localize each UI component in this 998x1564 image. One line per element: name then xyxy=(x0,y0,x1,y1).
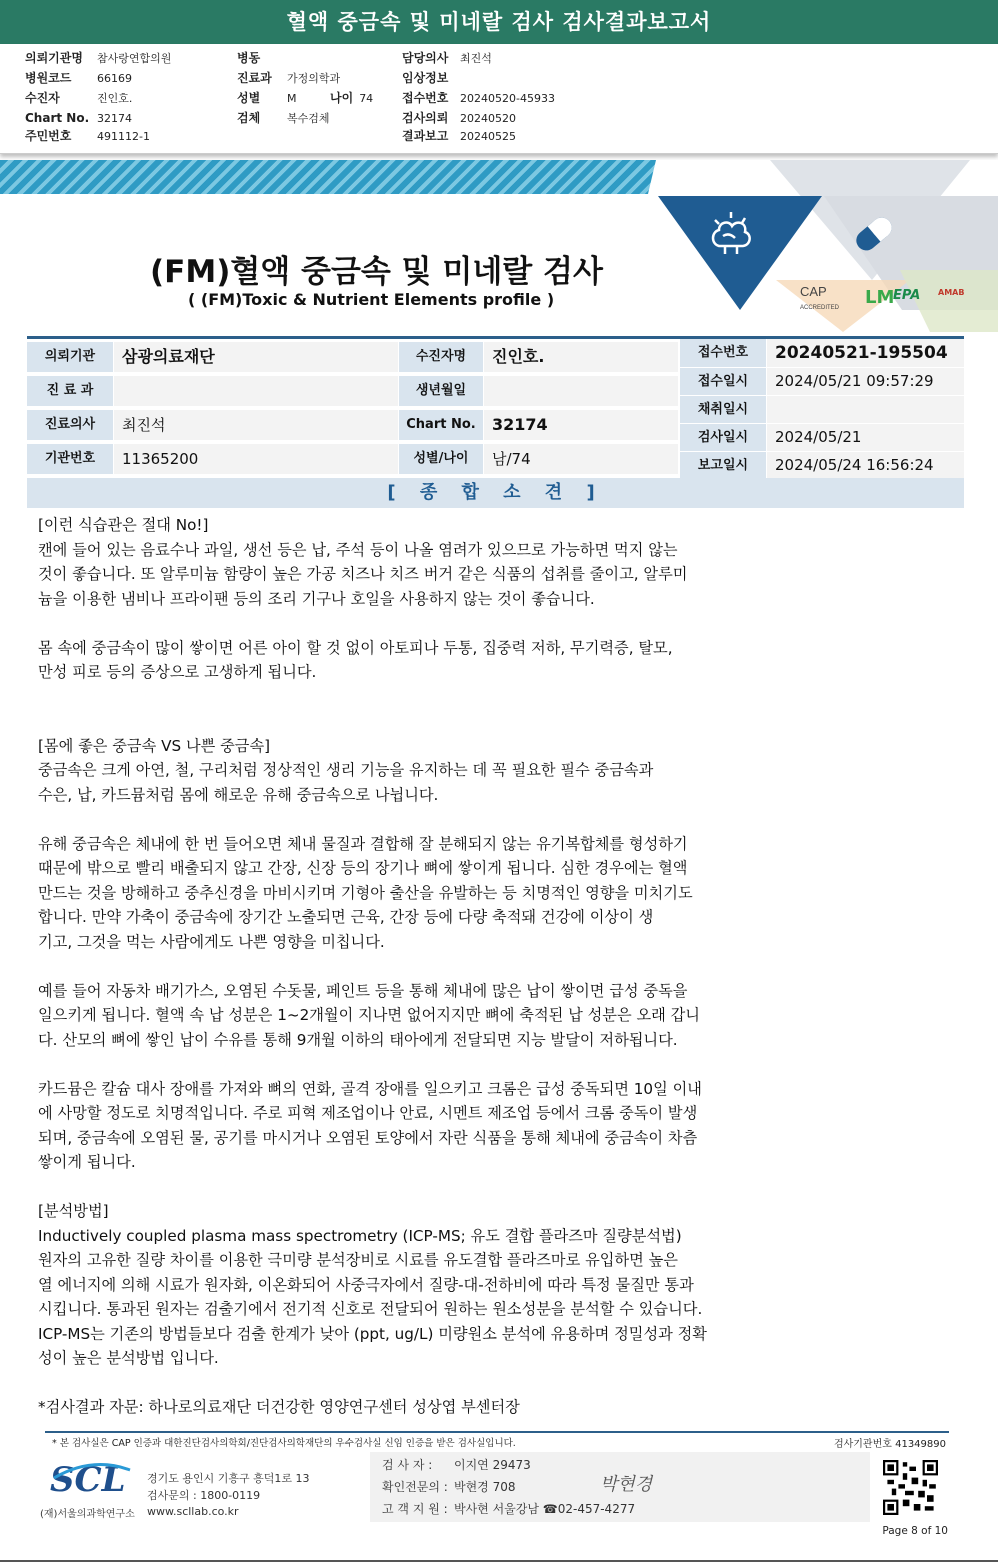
staff-key: 확인전문의 : xyxy=(382,1480,448,1494)
info-label: 진 료 과 xyxy=(27,376,113,406)
amab-logo: AMAB xyxy=(938,288,965,297)
capsule-icon xyxy=(848,208,900,260)
pb-row xyxy=(237,89,373,108)
pb-row xyxy=(25,49,171,68)
pb-key: Chart No. xyxy=(25,111,90,125)
pb-value: 66169 xyxy=(97,72,132,85)
info-label: Chart No. xyxy=(399,410,483,440)
pb-value: 20240520 xyxy=(460,112,516,125)
epa-logo: EPA xyxy=(893,288,921,303)
pb-key: 의뢰기관명 xyxy=(25,51,83,65)
pb-value: 가정의학과 xyxy=(287,72,341,85)
pb-key: 병원코드 xyxy=(25,71,72,85)
footer-divider xyxy=(45,1431,949,1433)
patient-summary xyxy=(0,44,998,154)
info-value: 2024/05/21 xyxy=(767,424,964,451)
test-subtitle: ( (FM)Toxic & Nutrient Elements profile ) xyxy=(188,290,555,309)
pb-row xyxy=(402,49,492,68)
test-title: (FM)혈액 중금속 및 미네랄 검사 xyxy=(150,254,603,290)
info-value xyxy=(114,376,398,406)
test-banner xyxy=(0,160,998,332)
info-value: 진인호. xyxy=(484,342,678,372)
signature: 박현경 xyxy=(600,1474,653,1495)
info-value: 남/74 xyxy=(484,444,678,474)
staff-key: 검 사 자 : xyxy=(382,1458,433,1472)
info-value: 20240521-195504 xyxy=(767,339,964,367)
pb-value: 복수검체 xyxy=(287,112,330,125)
info-label: 수진자명 xyxy=(399,342,483,372)
info-label: 진료의사 xyxy=(27,410,113,440)
pb-value: M xyxy=(287,92,297,105)
info-value: 최진석 xyxy=(114,410,398,440)
cap-logo-sub: ACCREDITED xyxy=(800,305,840,311)
pb-value: 74 xyxy=(359,92,374,105)
info-label: 생년월일 xyxy=(399,376,483,406)
info-label: 기관번호 xyxy=(27,444,113,474)
pb-key: 주민번호 xyxy=(25,129,72,143)
address: 경기도 용인시 기흥구 흥덕1로 13 xyxy=(147,1472,310,1485)
report-title: 혈액 중금속 및 미네랄 검사 검사결과보고서 xyxy=(0,0,998,44)
info-value: 11365200 xyxy=(114,444,398,474)
staff-row xyxy=(382,1500,635,1517)
info-label: 성별/나이 xyxy=(399,444,483,474)
pb-key: 검체 xyxy=(237,111,261,125)
bottom-divider xyxy=(0,1560,998,1562)
pb-key: 나이 xyxy=(330,91,354,105)
inquiry-phone: 검사문의 : 1800-0119 xyxy=(147,1489,261,1502)
info-value xyxy=(767,396,964,423)
staff-row xyxy=(382,1456,531,1473)
pb-key: 담당의사 xyxy=(402,51,449,65)
pb-key: 임상정보 xyxy=(402,71,449,85)
info-value xyxy=(484,376,678,406)
pb-key: 진료과 xyxy=(237,71,272,85)
pb-value: 최진석 xyxy=(460,52,492,65)
section-title: [ 종 합 소 견 ] xyxy=(27,478,964,508)
pb-row xyxy=(402,69,460,88)
pb-value: 20240520-45933 xyxy=(460,92,555,105)
info-label: 접수일시 xyxy=(680,368,766,395)
pb-value: 20240525 xyxy=(460,130,516,143)
lab-number: 검사기관번호 41349890 xyxy=(833,1439,946,1450)
staff-value: 박현경 708 xyxy=(454,1480,516,1494)
scl-institute: (재)서울의과학연구소 xyxy=(40,1509,135,1520)
lm-logo: LM xyxy=(865,287,895,308)
pb-row xyxy=(237,69,340,88)
pb-row xyxy=(402,109,516,128)
pb-key: 성별 xyxy=(237,91,261,105)
info-label: 채취일시 xyxy=(680,396,766,423)
info-label: 접수번호 xyxy=(680,339,766,367)
pb-key: 검사의뢰 xyxy=(402,111,449,125)
info-value: 삼광의료재단 xyxy=(114,342,398,372)
pb-row xyxy=(25,69,132,88)
staff-value: 박사현 서울강남 ☎02-457-4277 xyxy=(454,1502,636,1516)
cap-logo-text: CAP xyxy=(800,284,827,299)
certification-note: * 본 검사실은 CAP 인증과 대한진단검사의학회/진단검사의학재단의 우수검사실 신임 인증을 받은 검사실입니다. xyxy=(52,1438,516,1449)
pb-row xyxy=(237,49,287,68)
pb-key: 결과보고 xyxy=(402,129,449,143)
pb-row xyxy=(25,127,150,146)
info-label: 의뢰기관 xyxy=(27,342,113,372)
info-table xyxy=(27,336,964,476)
cap-logo xyxy=(800,285,839,315)
scl-logo: SCL xyxy=(50,1460,126,1500)
staff-value: 이지연 29473 xyxy=(454,1458,531,1472)
pb-value: 참사랑연합의원 xyxy=(97,52,172,65)
pb-row xyxy=(25,109,132,128)
pb-value: 491112-1 xyxy=(97,130,150,143)
pb-key: 수진자 xyxy=(25,91,60,105)
qr-code-icon xyxy=(883,1460,938,1515)
website-link[interactable]: www.scllab.co.kr xyxy=(147,1505,239,1518)
staff-key: 고 객 지 원 : xyxy=(382,1502,448,1516)
scl-logo-swoosh xyxy=(52,1462,132,1482)
info-value: 32174 xyxy=(484,410,678,440)
brain-icon xyxy=(705,210,757,262)
pb-row xyxy=(402,89,555,108)
info-label: 보고일시 xyxy=(680,452,766,479)
staff-row xyxy=(382,1478,516,1495)
info-label: 검사일시 xyxy=(680,424,766,451)
pb-row xyxy=(25,89,132,108)
info-value: 2024/05/21 09:57:29 xyxy=(767,368,964,395)
pb-value: 32174 xyxy=(97,112,132,125)
pb-key: 접수번호 xyxy=(402,91,449,105)
pb-row xyxy=(402,127,516,146)
pb-value: 진인호. xyxy=(97,92,133,105)
summary-text: [이런 식습관은 절대 No!] 캔에 들어 있는 음료수나 과일, 생선 등은 납, 주석 등이 나올 염려가 있으므로 가능하면 먹지 않는 것이 좋습니다. 또 알루미늄 함량이 높은 가공 치즈나 치즈 버거 같은 식품의 섭취를 줄이고, 알루미 늄을 이용한 냄비나 프라이팬 등의 조리 기구나 호일을 사용하지 않는 것이 좋습니다. 몸 속에 중금속이 많이 쌓이면 어른 아이 할 것 없이 아토피나 두통, 집중력 저하, 무기력증, 탈모, 만성 피로 등의 증상으로 고생하게 됩니다. [몸에 좋은 중금속 VS 나쁜 중금속] 중금속은 크게 아연, 철, 구리처럼 정상적인 생리 기능을 유지하는 데 꼭 필요한 필수 중금속과 수은, 납, 카드뮴처럼 몸에 해로운 유해 중금속으로 나뉩니다. 유해 중금속은 체내에 한 번 들어오면 체내 물질과 결합해 잘 분해되지 않는 유기복합체를 형성하기 때문에 밖으로 빨리 배출되지 않고 간장, 신장 등의 장기나 뼈에 쌓이게 됩니다. 심한 경우에는 혈액 만드는 것을 방해하고 중추신경을 마비시키며 기형아 출산을 유발하는 등 치명적인 영향을 미치기도 합니다. 만약 가축이 중금속에 장기간 노출되면 근육, 간장 등에 다량 축적돼 건강에 이상이 생 기고, 그것을 먹는 사람에게도 나쁜 영향을 미칩니다. 예를 들어 자동차 배기가스, 오염된 수돗물, 페인트 등을 통해 체내에 많은 납이 쌓이면 급성 중독을 일으키게 됩니다. 혈액 속 납 성분은 1~2개월이 지나면 없어지지만 뼈에 축적된 납 성분은 오래 갑니 다. 산모의 뼈에 쌓인 납이 수유를 통해 9개월 이하의 태아에게 전달되면 지능 발달이 저하됩니다. 카드뮴은 칼슘 대사 장애를 가져와 뼈의 연화, 골격 장애를 일으키고 크롬은 급성 중독되면 10일 이내 에 사망할 정도로 치명적입니다. 주로 피혁 제조업이나 안료, 시멘트 제조업 등에서 크롬 중독이 발생 되며, 중금속에 오염된 물, 공기를 마시거나 오염된 토양에서 자란 식품을 통해 체내에 중금속이 차츰 쌓이게 됩니다. [분석방법] Inductively coupled plasma mass spectrometry (ICP-MS; 유도 결합 플라즈마 질량분석법) 원자의 고유한 질량 차이를 이용한 극미량 분석장비로 시료를 유도결합 플라즈마로 유입하면 높은 열 에너지에 의해 시료가 원자화, 이온화되어 사중극자에서 질량-대-전하비에 따라 특정 물질만 통과 시킵니다. 통과된 원자는 검출기에서 전기적 신호로 전달되어 원하는 원소성분을 분석할 수 있습니다. ICP-MS는 기존의 방법들보다 검출 한계가 낮아 (ppt, ug/L) 미량원소 분석에 유용하며 정밀성과 정확 성이 높은 분석방법 입니다. *검사결과 자문: 하나로의료재단 더건강한 영양연구센터 성상엽 부센터장 xyxy=(38,516,707,1416)
info-value: 2024/05/24 16:56:24 xyxy=(767,452,964,479)
pb-key: 병동 xyxy=(237,51,261,65)
page-number: Page 8 of 10 xyxy=(882,1525,948,1537)
pb-row xyxy=(237,109,330,128)
